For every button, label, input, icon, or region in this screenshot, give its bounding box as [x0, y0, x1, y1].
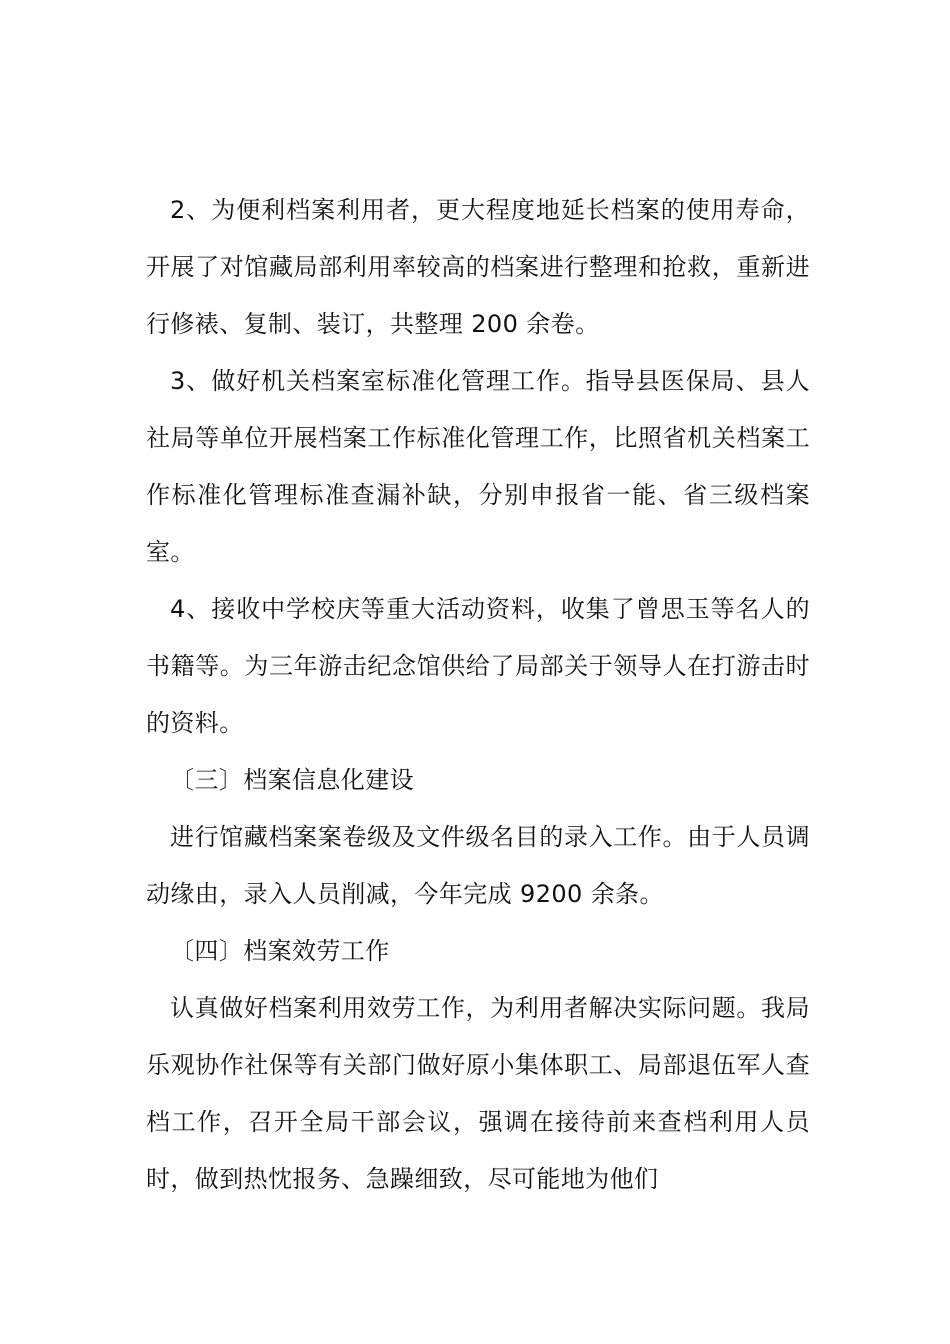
- paragraph-section-4: 认真做好档案利用效劳工作，为利用者解决实际问题。我局乐观协作社保等有关部门做好原小集体职工、局部退伍军人查档工作，召开全局干部会议，强调在接待前来查档利用人员时，做到热忱报务、急躁细致，尽可能地为他们: [146, 994, 810, 1193]
- paragraph-item-2: 2、为便利档案利用者，更大程度地延长档案的使用寿命，开展了对馆藏局部利用率较高的档案进行整理和抢救，重新进行修裱、复制、装订，共整理 200 余卷。: [146, 196, 810, 338]
- paragraph-section-3: 进行馆藏档案案卷级及文件级名目的录入工作。由于人员调动缘由，录入人员削减，今年完成 9200 余条。: [146, 823, 810, 908]
- section-heading-3: 〔三〕档案信息化建设: [170, 766, 414, 794]
- section-heading-4: 〔四〕档案效劳工作: [170, 937, 390, 965]
- document-body: [146, 182, 810, 1208]
- paragraph-item-4: 4、接收中学校庆等重大活动资料，收集了曾思玉等名人的书籍等。为三年游击纪念馆供给了局部关于领导人在打游击时的资料。: [146, 595, 810, 737]
- paragraph-item-3: 3、做好机关档案室标准化管理工作。指导县医保局、县人社局等单位开展档案工作标准化管理工作，比照省机关档案工作标准化管理标准查漏补缺，分别申报省一能、省三级档案室。: [146, 367, 810, 566]
